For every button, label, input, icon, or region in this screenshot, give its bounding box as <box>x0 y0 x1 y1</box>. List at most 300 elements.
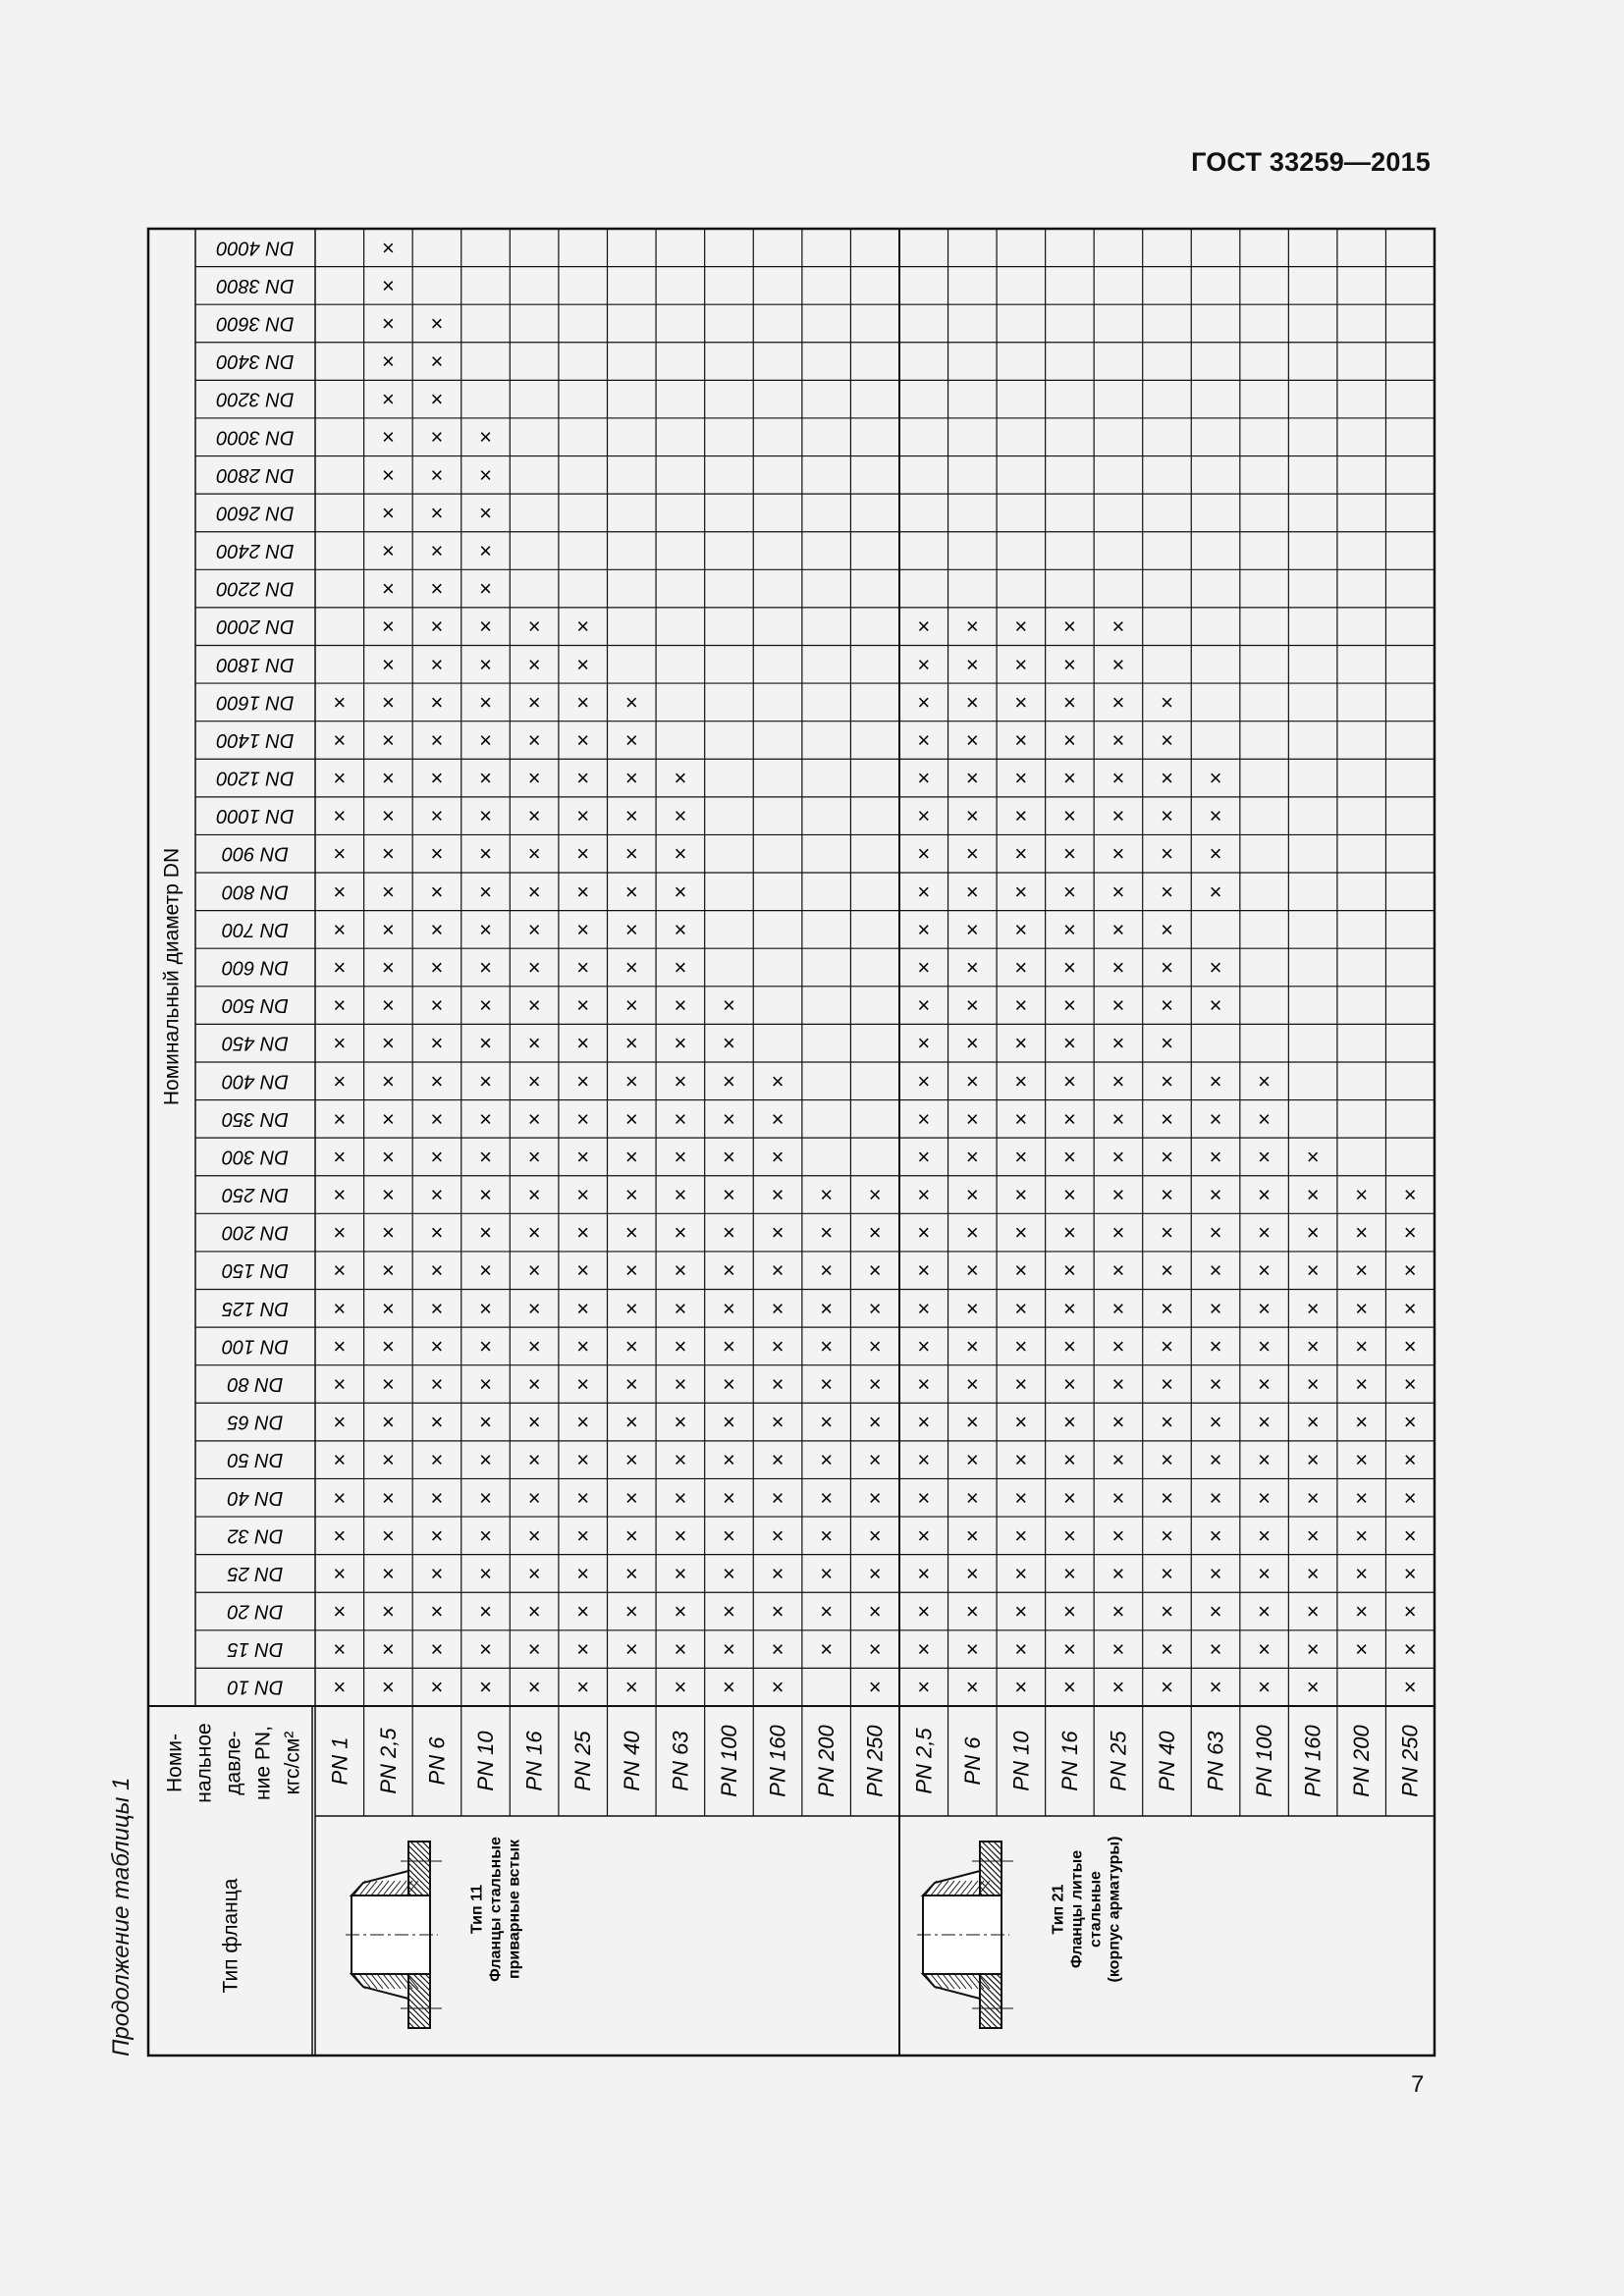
availability-mark: × <box>624 1371 638 1397</box>
availability-mark: × <box>820 1182 834 1207</box>
availability-mark: × <box>723 1031 735 1056</box>
dn-label: DN 3400 <box>216 350 295 373</box>
availability-mark: × <box>771 1522 785 1548</box>
availability-mark: × <box>1258 1257 1272 1283</box>
availability-mark: × <box>430 917 444 942</box>
availability-mark: × <box>1014 1333 1028 1359</box>
dn-label: DN 300 <box>222 1146 289 1168</box>
availability-mark: × <box>1355 1333 1369 1359</box>
availability-mark: × <box>381 500 395 525</box>
flange-type-label: стальные <box>1087 1871 1105 1948</box>
availability-mark: × <box>965 689 979 715</box>
availability-mark: × <box>1062 1485 1076 1511</box>
availability-mark: × <box>674 1257 687 1283</box>
availability-mark: × <box>1014 652 1028 677</box>
availability-mark: × <box>965 879 979 904</box>
availability-mark: × <box>381 1522 395 1548</box>
availability-mark: × <box>1111 879 1125 904</box>
availability-mark: × <box>576 766 590 791</box>
availability-mark: × <box>479 1220 492 1246</box>
availability-mark: × <box>1014 1522 1028 1548</box>
availability-mark: × <box>624 1144 638 1169</box>
availability-mark: × <box>1062 1068 1076 1094</box>
availability-mark: × <box>527 992 541 1018</box>
dn-label: DN 400 <box>222 1070 289 1093</box>
availability-mark: × <box>1355 1182 1369 1207</box>
availability-mark: × <box>430 879 444 904</box>
availability-mark: × <box>576 1068 590 1094</box>
pn-label: PN 25 <box>570 1731 596 1791</box>
page-number: 7 <box>1411 2071 1425 2098</box>
availability-mark: × <box>333 689 347 715</box>
availability-mark: × <box>430 766 444 791</box>
availability-mark: × <box>820 1599 834 1625</box>
availability-mark: × <box>674 992 687 1018</box>
dn-label: DN 500 <box>222 994 289 1017</box>
availability-mark: × <box>430 1410 444 1435</box>
availability-mark: × <box>1258 1106 1272 1132</box>
availability-mark: × <box>1062 1636 1076 1662</box>
availability-mark: × <box>965 1144 979 1169</box>
availability-mark: × <box>674 1485 687 1511</box>
availability-mark: × <box>1014 1144 1028 1169</box>
dn-label: DN 350 <box>222 1107 289 1130</box>
availability-mark: × <box>674 1371 687 1397</box>
availability-mark: × <box>917 1296 931 1321</box>
availability-mark: × <box>479 1447 492 1472</box>
availability-mark: × <box>624 1257 638 1283</box>
availability-mark: × <box>576 1333 590 1359</box>
availability-mark: × <box>479 1636 492 1662</box>
availability-mark: × <box>674 1522 687 1548</box>
availability-mark: × <box>1062 1333 1076 1359</box>
availability-mark: × <box>771 1257 785 1283</box>
availability-mark: × <box>1161 955 1173 980</box>
availability-mark: × <box>333 955 347 980</box>
availability-mark: × <box>527 1031 541 1056</box>
availability-mark: × <box>1111 689 1125 715</box>
availability-mark: × <box>527 1333 541 1359</box>
availability-mark: × <box>624 803 638 828</box>
pn-label: PN 16 <box>521 1731 547 1791</box>
availability-mark: × <box>771 1561 785 1586</box>
pn-label: PN 1 <box>327 1736 352 1786</box>
availability-mark: × <box>1209 1675 1222 1700</box>
availability-mark: × <box>1111 917 1125 942</box>
availability-mark: × <box>624 1296 638 1321</box>
flange-type-label: приварные встык <box>506 1839 523 1980</box>
availability-mark: × <box>430 1068 444 1094</box>
dn-header: Номинальный диаметр DN <box>160 847 184 1106</box>
availability-mark: × <box>1062 1599 1076 1625</box>
availability-mark: × <box>1403 1371 1417 1397</box>
dn-label: DN 1800 <box>216 653 295 675</box>
availability-mark: × <box>479 1296 492 1321</box>
availability-mark: × <box>527 1675 541 1700</box>
availability-mark: × <box>381 955 395 980</box>
availability-mark: × <box>576 1485 590 1511</box>
availability-mark: × <box>576 955 590 980</box>
availability-mark: × <box>771 1182 785 1207</box>
availability-mark: × <box>1111 1144 1125 1169</box>
availability-mark: × <box>381 538 395 563</box>
availability-mark: × <box>1161 1522 1173 1548</box>
availability-mark: × <box>576 1636 590 1662</box>
availability-mark: × <box>381 1410 395 1435</box>
availability-mark: × <box>381 1371 395 1397</box>
availability-mark: × <box>1209 879 1222 904</box>
availability-mark: × <box>576 917 590 942</box>
availability-mark: × <box>771 1296 785 1321</box>
availability-mark: × <box>917 955 931 980</box>
availability-mark: × <box>576 614 590 639</box>
availability-mark: × <box>1161 1296 1173 1321</box>
availability-mark: × <box>624 1636 638 1662</box>
availability-mark: × <box>674 955 687 980</box>
availability-mark: × <box>1161 917 1173 942</box>
availability-mark: × <box>1062 1296 1076 1321</box>
flange-type-label: Фланцы литые <box>1068 1849 1086 1969</box>
availability-mark: × <box>1306 1220 1320 1246</box>
availability-mark: × <box>333 1106 347 1132</box>
availability-mark: × <box>674 841 687 867</box>
availability-mark: × <box>1209 1220 1222 1246</box>
availability-mark: × <box>576 1675 590 1700</box>
availability-mark: × <box>820 1257 834 1283</box>
availability-mark: × <box>430 1182 444 1207</box>
availability-mark: × <box>479 1068 492 1094</box>
availability-mark: × <box>1062 803 1076 828</box>
availability-mark: × <box>1111 803 1125 828</box>
availability-mark: × <box>1014 955 1028 980</box>
pn-label: PN 40 <box>1155 1731 1179 1791</box>
availability-mark: × <box>381 1106 395 1132</box>
availability-mark: × <box>576 1144 590 1169</box>
availability-mark: × <box>1161 1068 1173 1094</box>
availability-mark: × <box>430 1220 444 1246</box>
dn-label: DN 3800 <box>216 274 295 296</box>
pn-label: PN 16 <box>1056 1731 1082 1791</box>
availability-mark: × <box>674 1144 687 1169</box>
availability-mark: × <box>1306 1675 1320 1700</box>
dn-label: DN 1600 <box>216 691 295 714</box>
availability-mark: × <box>576 841 590 867</box>
availability-mark: × <box>333 1296 347 1321</box>
availability-mark: × <box>527 1522 541 1548</box>
availability-mark: × <box>479 1182 492 1207</box>
availability-mark: × <box>1258 1636 1272 1662</box>
availability-mark: × <box>674 1296 687 1321</box>
availability-mark: × <box>868 1220 882 1246</box>
pn-header: ние PN, <box>251 1726 275 1800</box>
dn-label: DN 600 <box>222 956 289 979</box>
availability-mark: × <box>381 387 395 412</box>
availability-mark: × <box>430 614 444 639</box>
availability-mark: × <box>576 1106 590 1132</box>
availability-mark: × <box>1111 1485 1125 1511</box>
pn-label: PN 100 <box>1252 1725 1277 1797</box>
availability-mark: × <box>1161 992 1173 1018</box>
availability-mark: × <box>1062 1144 1076 1169</box>
availability-mark: × <box>1062 879 1076 904</box>
availability-mark: × <box>576 727 590 753</box>
availability-mark: × <box>624 1675 638 1700</box>
availability-mark: × <box>771 1636 785 1662</box>
availability-mark: × <box>868 1296 882 1321</box>
document-header-title: ГОСТ 33259—2015 <box>1191 147 1431 177</box>
dn-label: DN 800 <box>222 881 289 903</box>
dn-label: DN 100 <box>222 1335 289 1358</box>
availability-mark: × <box>917 1257 931 1283</box>
availability-mark: × <box>527 1257 541 1283</box>
pn-label: PN 250 <box>862 1725 888 1797</box>
availability-mark: × <box>624 992 638 1018</box>
availability-mark: × <box>624 1220 638 1246</box>
dn-label: DN 125 <box>222 1297 289 1319</box>
availability-mark: × <box>527 1561 541 1586</box>
dn-label: DN 3600 <box>216 312 295 335</box>
availability-mark: × <box>1209 1068 1222 1094</box>
availability-mark: × <box>965 652 979 677</box>
availability-mark: × <box>674 1068 687 1094</box>
availability-mark: × <box>1161 1410 1173 1435</box>
availability-mark: × <box>1111 1675 1125 1700</box>
availability-mark: × <box>1111 955 1125 980</box>
availability-mark: × <box>479 992 492 1018</box>
availability-mark: × <box>527 689 541 715</box>
availability-mark: × <box>1062 992 1076 1018</box>
availability-mark: × <box>1258 1675 1272 1700</box>
availability-mark: × <box>430 652 444 677</box>
availability-mark: × <box>1209 766 1222 791</box>
dn-label: DN 450 <box>222 1032 289 1054</box>
availability-mark: × <box>576 1257 590 1283</box>
availability-mark: × <box>430 1257 444 1283</box>
availability-mark: × <box>1062 614 1076 639</box>
availability-mark: × <box>965 1447 979 1472</box>
availability-mark: × <box>430 1447 444 1472</box>
availability-mark: × <box>1062 1220 1076 1246</box>
availability-mark: × <box>1355 1636 1369 1662</box>
availability-mark: × <box>965 727 979 753</box>
availability-mark: × <box>1355 1561 1369 1586</box>
availability-mark: × <box>333 1599 347 1625</box>
availability-mark: × <box>1306 1636 1320 1662</box>
availability-mark: × <box>868 1636 882 1662</box>
pn-label: PN 63 <box>1203 1731 1228 1791</box>
availability-mark: × <box>1209 1144 1222 1169</box>
pn-label: PN 2,5 <box>911 1728 937 1794</box>
availability-mark: × <box>1258 1068 1272 1094</box>
availability-mark: × <box>1111 766 1125 791</box>
pn-label: PN 100 <box>716 1725 741 1797</box>
dn-label: DN 2000 <box>216 615 295 638</box>
availability-mark: × <box>576 1447 590 1472</box>
availability-mark: × <box>1062 766 1076 791</box>
dn-label: DN 200 <box>222 1221 289 1244</box>
availability-mark: × <box>1258 1182 1272 1207</box>
availability-mark: × <box>527 652 541 677</box>
availability-mark: × <box>1111 1068 1125 1094</box>
availability-mark: × <box>576 1031 590 1056</box>
availability-mark: × <box>479 917 492 942</box>
availability-mark: × <box>479 689 492 715</box>
availability-mark: × <box>1111 1106 1125 1132</box>
availability-mark: × <box>1306 1447 1320 1472</box>
availability-mark: × <box>820 1636 834 1662</box>
dn-label: DN 32 <box>227 1524 284 1547</box>
availability-mark: × <box>1161 1182 1173 1207</box>
pn-label: PN 25 <box>1106 1731 1131 1791</box>
availability-mark: × <box>479 803 492 828</box>
availability-mark: × <box>1403 1410 1417 1435</box>
availability-mark: × <box>479 1031 492 1056</box>
availability-mark: × <box>381 652 395 677</box>
availability-mark: × <box>430 576 444 602</box>
availability-mark: × <box>576 1182 590 1207</box>
dn-label: DN 10 <box>227 1676 284 1698</box>
availability-mark: × <box>333 879 347 904</box>
availability-mark: × <box>723 1561 735 1586</box>
availability-mark: × <box>1111 652 1125 677</box>
availability-mark: × <box>917 1636 931 1662</box>
availability-mark: × <box>576 1296 590 1321</box>
availability-mark: × <box>965 992 979 1018</box>
availability-mark: × <box>1062 1182 1076 1207</box>
availability-mark: × <box>1403 1522 1417 1548</box>
availability-mark: × <box>1161 841 1173 867</box>
dn-label: DN 2400 <box>216 540 295 562</box>
availability-mark: × <box>917 614 931 639</box>
availability-mark: × <box>333 1561 347 1586</box>
flange-type-21-sketch <box>917 1842 1013 2028</box>
availability-mark: × <box>333 766 347 791</box>
availability-mark: × <box>381 1296 395 1321</box>
availability-mark: × <box>1014 1068 1028 1094</box>
availability-mark: × <box>381 576 395 602</box>
availability-mark: × <box>333 1031 347 1056</box>
availability-mark: × <box>1403 1636 1417 1662</box>
pn-label: PN 160 <box>765 1725 790 1797</box>
availability-mark: × <box>624 1333 638 1359</box>
availability-mark: × <box>917 1599 931 1625</box>
availability-mark: × <box>1014 1599 1028 1625</box>
availability-mark: × <box>1306 1561 1320 1586</box>
availability-mark: × <box>1014 803 1028 828</box>
availability-mark: × <box>674 917 687 942</box>
availability-mark: × <box>1014 879 1028 904</box>
availability-mark: × <box>965 1410 979 1435</box>
pn-label: PN 6 <box>424 1736 450 1786</box>
availability-mark: × <box>723 1371 735 1397</box>
availability-mark: × <box>430 1522 444 1548</box>
availability-mark: × <box>917 879 931 904</box>
availability-mark: × <box>1258 1296 1272 1321</box>
availability-mark: × <box>333 1675 347 1700</box>
availability-mark: × <box>1403 1675 1417 1700</box>
availability-mark: × <box>1403 1257 1417 1283</box>
availability-mark: × <box>333 1257 347 1283</box>
dn-label: DN 1400 <box>216 728 295 751</box>
availability-mark: × <box>1014 1182 1028 1207</box>
availability-mark: × <box>1161 1371 1173 1397</box>
availability-mark: × <box>1161 879 1173 904</box>
availability-mark: × <box>868 1485 882 1511</box>
availability-mark: × <box>1209 992 1222 1018</box>
availability-mark: × <box>430 992 444 1018</box>
availability-mark: × <box>381 1068 395 1094</box>
availability-mark: × <box>868 1257 882 1283</box>
availability-mark: × <box>917 1182 931 1207</box>
availability-mark: × <box>965 1106 979 1132</box>
availability-mark: × <box>430 1675 444 1700</box>
availability-mark: × <box>381 1561 395 1586</box>
availability-mark: × <box>430 538 444 563</box>
availability-mark: × <box>1111 1333 1125 1359</box>
availability-mark: × <box>965 1220 979 1246</box>
availability-mark: × <box>430 1485 444 1511</box>
pn-label: PN 200 <box>814 1725 839 1797</box>
availability-mark: × <box>1014 992 1028 1018</box>
availability-mark: × <box>1014 917 1028 942</box>
availability-mark: × <box>771 1220 785 1246</box>
availability-mark: × <box>1161 727 1173 753</box>
pn-header: Номи- <box>163 1733 187 1793</box>
availability-mark: × <box>527 917 541 942</box>
availability-mark: × <box>1161 1636 1173 1662</box>
availability-mark: × <box>479 424 492 450</box>
availability-mark: × <box>381 1257 395 1283</box>
availability-mark: × <box>1111 614 1125 639</box>
availability-mark: × <box>1014 1220 1028 1246</box>
availability-mark: × <box>430 727 444 753</box>
dn-label: DN 2800 <box>216 463 295 486</box>
availability-mark: × <box>624 879 638 904</box>
availability-mark: × <box>624 1410 638 1435</box>
availability-mark: × <box>965 1333 979 1359</box>
dn-label: DN 3200 <box>216 388 295 410</box>
availability-mark: × <box>479 1106 492 1132</box>
availability-mark: × <box>479 576 492 602</box>
availability-mark: × <box>430 387 444 412</box>
availability-mark: × <box>333 1522 347 1548</box>
availability-mark: × <box>1209 1447 1222 1472</box>
availability-mark: × <box>723 1333 735 1359</box>
availability-mark: × <box>381 1220 395 1246</box>
availability-mark: × <box>1306 1410 1320 1435</box>
availability-mark: × <box>1014 1106 1028 1132</box>
availability-mark: × <box>674 803 687 828</box>
availability-mark: × <box>333 1371 347 1397</box>
table-caption: Продолжение таблицы 1 <box>108 1777 135 2056</box>
availability-mark: × <box>527 803 541 828</box>
availability-mark: × <box>771 1106 785 1132</box>
availability-mark: × <box>333 1447 347 1472</box>
dn-label: DN 3000 <box>216 426 295 449</box>
availability-mark: × <box>1306 1333 1320 1359</box>
availability-mark: × <box>1403 1333 1417 1359</box>
availability-mark: × <box>1062 1257 1076 1283</box>
availability-mark: × <box>479 1371 492 1397</box>
availability-mark: × <box>333 1410 347 1435</box>
availability-mark: × <box>624 1068 638 1094</box>
availability-mark: × <box>1062 1522 1076 1548</box>
availability-mark: × <box>1062 652 1076 677</box>
availability-mark: × <box>674 1410 687 1435</box>
availability-mark: × <box>527 614 541 639</box>
availability-mark: × <box>723 1599 735 1625</box>
availability-mark: × <box>1209 841 1222 867</box>
